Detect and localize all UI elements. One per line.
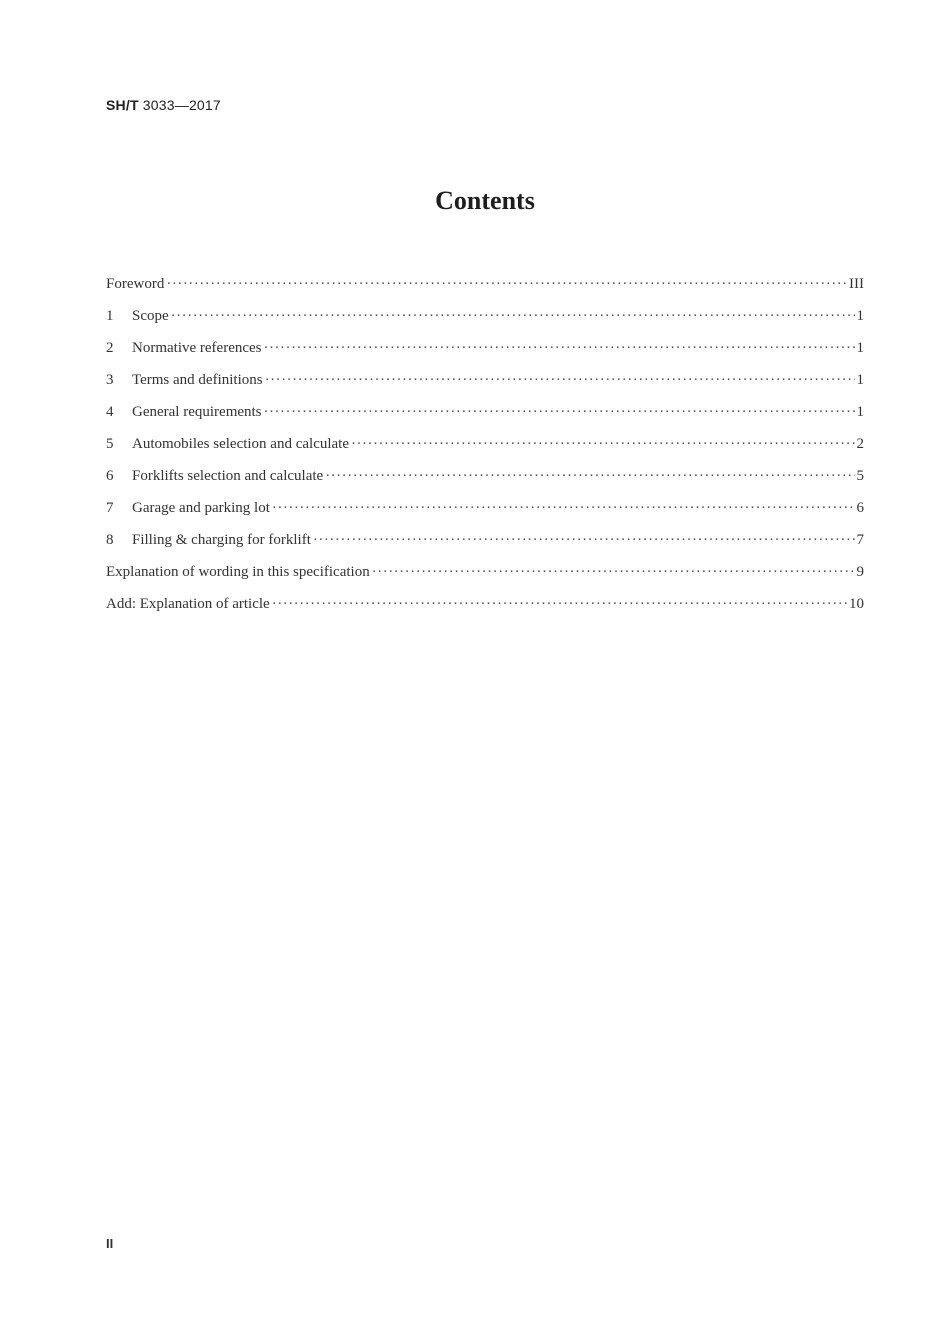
- toc-entry-number: 3: [106, 372, 114, 388]
- toc-entry-page: 1: [856, 340, 864, 356]
- toc-entry-page: 1: [856, 308, 864, 324]
- toc-entry-page: III: [849, 276, 864, 292]
- toc-dot-leader: [264, 340, 855, 357]
- standard-code: [106, 97, 221, 113]
- toc-entry-number: 4: [106, 404, 114, 420]
- toc-entry-label: Normative references: [132, 340, 262, 356]
- toc-dot-leader: [166, 276, 847, 293]
- footer-page-number: II: [106, 1236, 114, 1251]
- page-title: Contents: [435, 186, 535, 215]
- toc-dot-leader: [325, 468, 854, 485]
- toc-entry-number: 8: [106, 532, 114, 548]
- standard-code-prefix: SH/T: [106, 97, 139, 113]
- toc-entry-label: General requirements: [132, 404, 262, 420]
- toc-entry-garage-parking[interactable]: [106, 500, 864, 532]
- table-of-contents: [106, 276, 864, 628]
- toc-entry-number: 6: [106, 468, 114, 484]
- toc-dot-leader: [313, 532, 855, 549]
- toc-dot-leader: [351, 436, 854, 453]
- toc-entry-automobiles-selection[interactable]: [106, 436, 864, 468]
- toc-entry-filling-charging[interactable]: [106, 532, 864, 564]
- toc-dot-leader: [272, 500, 855, 517]
- toc-entry-page: 5: [856, 468, 864, 484]
- toc-entry-number: 1: [106, 308, 114, 324]
- toc-entry-label: Explanation of wording in this specification: [106, 564, 370, 580]
- toc-entry-foreword[interactable]: [106, 276, 864, 308]
- toc-entry-explanation-of-wording[interactable]: [106, 564, 864, 596]
- toc-entry-general-requirements[interactable]: [106, 404, 864, 436]
- toc-entry-page: 9: [856, 564, 864, 580]
- toc-entry-label: Automobiles selection and calculate: [132, 436, 350, 452]
- toc-entry-label: Terms and definitions: [132, 372, 263, 388]
- standard-code-number: 3033—2017: [142, 97, 221, 113]
- toc-entry-normative-references[interactable]: [106, 340, 864, 372]
- toc-entry-label: Add: Explanation of article: [106, 596, 270, 612]
- toc-dot-leader: [272, 596, 847, 613]
- toc-entry-terms-and-definitions[interactable]: [106, 372, 864, 404]
- toc-entry-number: 7: [106, 500, 114, 516]
- toc-entry-number: 2: [106, 340, 114, 356]
- toc-entry-label: Garage and parking lot: [132, 500, 270, 516]
- toc-entry-number: 5: [106, 436, 114, 452]
- toc-entry-scope[interactable]: [106, 308, 864, 340]
- toc-dot-leader: [171, 308, 855, 325]
- toc-entry-label: Filling & charging for forklift: [132, 532, 311, 548]
- toc-entry-label: Scope: [132, 308, 169, 324]
- toc-entry-page: 2: [856, 436, 864, 452]
- toc-dot-leader: [264, 404, 855, 421]
- toc-entry-label: Foreword: [106, 276, 165, 292]
- toc-entry-forklifts-selection[interactable]: [106, 468, 864, 500]
- toc-entry-page: 10: [849, 596, 864, 612]
- toc-dot-leader: [372, 564, 855, 581]
- toc-entry-explanation-of-article[interactable]: [106, 596, 864, 628]
- toc-entry-page: 7: [856, 532, 864, 548]
- toc-entry-page: 6: [856, 500, 864, 516]
- toc-entry-page: 1: [856, 372, 864, 388]
- toc-dot-leader: [265, 372, 855, 389]
- toc-entry-page: 1: [856, 404, 864, 420]
- toc-entry-label: Forklifts selection and calculate: [132, 468, 324, 484]
